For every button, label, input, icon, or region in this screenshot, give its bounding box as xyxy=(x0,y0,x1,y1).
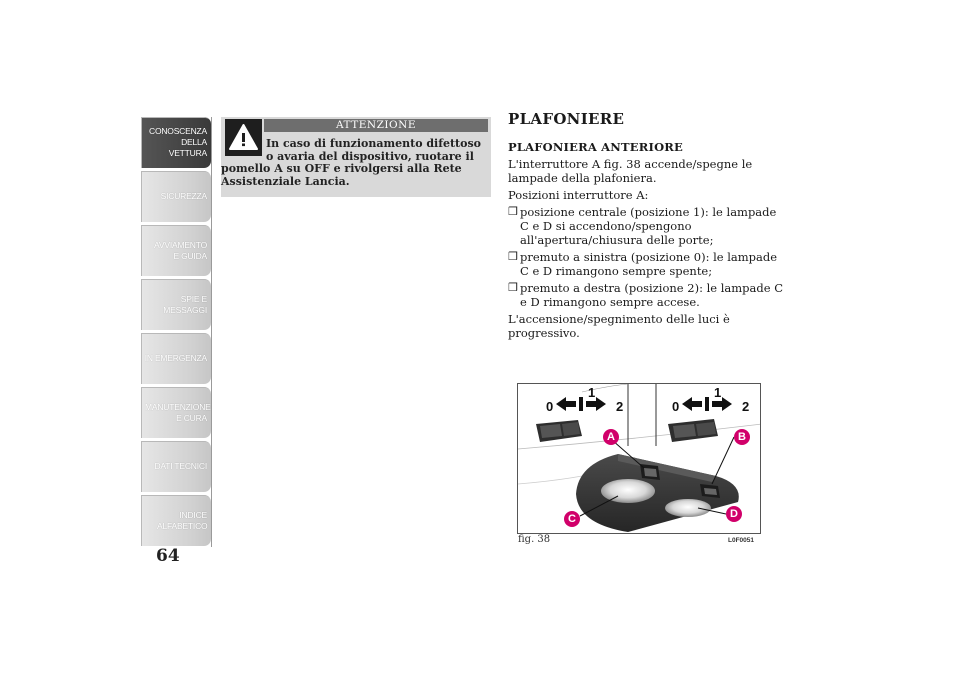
tab-conoscenza-della-vettura[interactable] xyxy=(141,117,211,168)
tab-spie-e-messaggi[interactable] xyxy=(141,279,211,330)
bullet-icon: ❒ xyxy=(508,281,518,294)
tab-dati-tecnici[interactable] xyxy=(141,441,211,492)
tab-label: AVVIAMENTO E GUIDA xyxy=(154,239,207,261)
tab-label: CONOSCENZA DELLA VETTURA xyxy=(149,126,207,158)
warning-text xyxy=(221,138,486,188)
warning-line-1: In caso di funzionamento difettoso o avaria del dispositivo, ruotare il xyxy=(266,137,481,163)
figure-caption: fig. 38 xyxy=(518,534,551,545)
list-item: ❒ posizione centrale (posizione 1): le lampade C e D si accendono/spengono all'apertura/chiusura delle porte; xyxy=(508,205,777,247)
bullet-icon: ❒ xyxy=(508,250,518,263)
tab-label: SPIE E MESSAGGI xyxy=(163,293,207,315)
svg-text:2: 2 xyxy=(616,399,624,414)
callout-b: B xyxy=(734,429,750,445)
tab-in-emergenza[interactable] xyxy=(141,333,211,384)
lamp-c xyxy=(601,479,655,503)
tab-manutenzione-e-cura[interactable] xyxy=(141,387,211,438)
positions-label: Posizioni interruttore A: xyxy=(508,188,649,202)
subsection-title: PLAFONIERA ANTERIORE xyxy=(508,140,684,154)
tab-label: IN EMERGENZA xyxy=(144,353,207,363)
list-item: ❒ premuto a sinistra (posizione 0): le lampade C e D rimangono sempre spente; xyxy=(508,250,778,278)
tab-label: INDICE ALFABETICO xyxy=(157,509,208,531)
tab-indice-alfabetico[interactable] xyxy=(141,495,211,546)
intro-paragraph: L'interruttore A fig. 38 accende/spegne le lampade della plafoniera. xyxy=(508,157,753,185)
svg-text:1: 1 xyxy=(588,385,596,400)
svg-text:0: 0 xyxy=(546,399,554,414)
lamp-d xyxy=(665,499,711,517)
warning-heading: ATTENZIONE xyxy=(264,119,488,132)
section-title: PLAFONIERE xyxy=(508,110,625,128)
ceiling-light-illustration xyxy=(518,384,761,534)
svg-text:1: 1 xyxy=(714,385,722,400)
warning-line-2: pomello A su OFF e rivolgersi alla Rete Assistenziale Lancia. xyxy=(221,162,462,188)
tab-label: SICUREZZA xyxy=(160,191,207,201)
warning-box xyxy=(221,117,491,197)
list-item: ❒ premuto a destra (posizione 2): le lampade C e D rimangono sempre accese. xyxy=(508,281,784,309)
callout-c: C xyxy=(564,511,580,527)
sidebar-divider xyxy=(211,117,212,547)
svg-text:0: 0 xyxy=(672,399,680,414)
callout-d: D xyxy=(726,506,742,522)
bullet-icon: ❒ xyxy=(508,205,518,218)
tab-sicurezza[interactable] xyxy=(141,171,211,222)
figure-38 xyxy=(517,383,761,534)
positions-list xyxy=(508,205,788,309)
figure-code: L0F0051 xyxy=(728,537,755,544)
tab-label: MANUTENZIONE E CURA xyxy=(145,401,211,423)
switch-detail-right xyxy=(668,419,718,442)
svg-text:2: 2 xyxy=(742,399,750,414)
tab-avviamento-e-guida[interactable] xyxy=(141,225,211,276)
callout-a: A xyxy=(603,429,619,445)
content-column xyxy=(508,112,788,343)
tab-label: DATI TECNICI xyxy=(154,461,207,471)
page-number: 64 xyxy=(156,546,180,566)
closing-paragraph: L'accensione/spegnimento delle luci è progressivo. xyxy=(508,312,730,340)
